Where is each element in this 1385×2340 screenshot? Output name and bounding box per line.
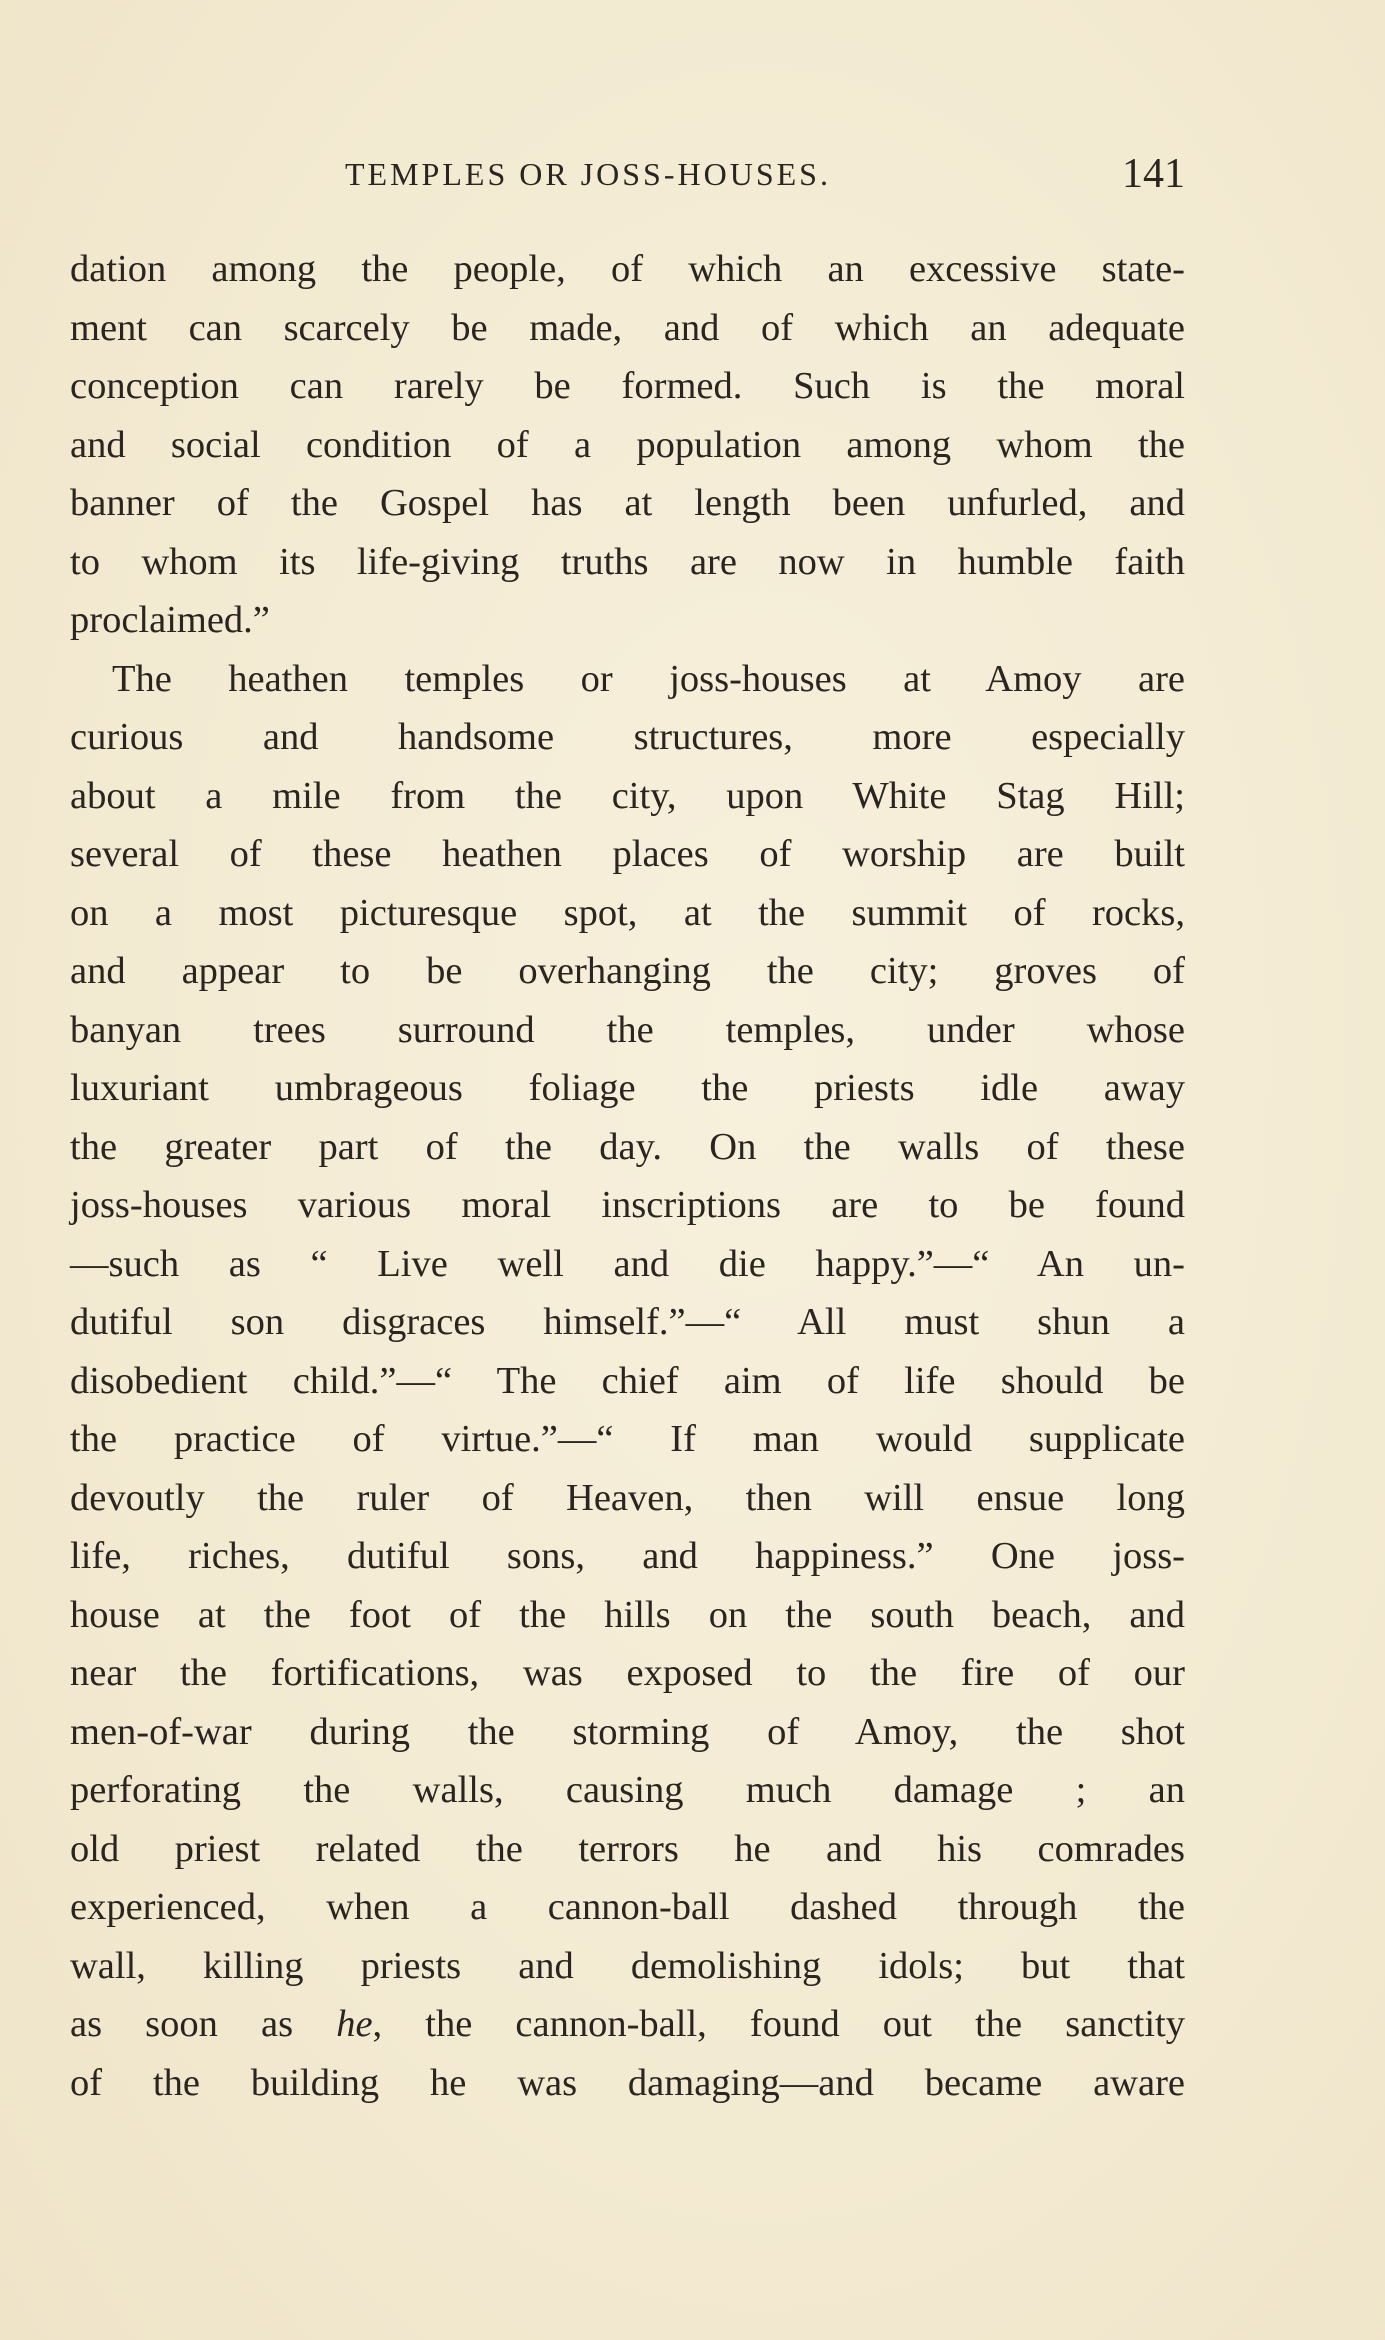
text-line: curious and handsome structures, more especially [70,716,1185,758]
text-line: the greater part of the day. On the walls of these [70,1125,1185,1168]
text-line: men-of-war during the storming of Amoy, the shot [70,1710,1185,1753]
text-line: about a mile from the city, upon White Stag Hill; [70,774,1185,817]
text-segment: as soon as [70,2003,294,2045]
text-line: of the building he was damaging—and became aware [70,2061,1185,2104]
text-line: on a most picturesque spot, at the summit of rocks, [70,891,1185,934]
text-line: old priest related the terrors he and his comrades [70,1827,1185,1870]
paragraph-start-line: The heathen temples or joss-houses at Amoy are [112,657,1185,700]
running-head [70,150,1185,202]
text-line: ment can scarcely be made, and of which an adequate [70,306,1185,349]
text-line-with-italic [70,1995,1185,2054]
text-line: several of these heathen places of worship are built [70,833,1185,875]
italic-word: he [336,2003,373,2045]
text-line: the practice of virtue.”—“ If man would supplicate [70,1418,1185,1460]
page-number: 141 [1122,151,1185,197]
text-line: proclaimed.” [70,599,270,641]
text-line: luxuriant umbrageous foliage the priests idle away [70,1067,1185,1109]
text-segment: , the cannon-ball, found out the sanctity [372,2003,1185,2045]
text-line: and appear to be overhanging the city; groves of [70,950,1185,992]
text-line: banyan trees surround the temples, under whose [70,1008,1185,1051]
text-line: —such as “ Live well and die happy.”—“ An un- [70,1242,1185,1285]
text-line: devoutly the ruler of Heaven, then will ensue long [70,1476,1185,1519]
text-line: to whom its life-giving truths are now in humble faith [70,540,1185,583]
text-line: perforating the walls, causing much damage ; an [70,1769,1185,1811]
text-line: near the fortifications, was exposed to the fire of our [70,1652,1185,1694]
text-line: experienced, when a cannon-ball dashed through the [70,1886,1185,1928]
text-line: banner of the Gospel has at length been unfurled, and [70,482,1185,524]
text-line: wall, killing priests and demolishing idols; but that [70,1944,1185,1987]
text-line: dation among the people, of which an excessive state- [70,248,1185,290]
text-line: disobedient child.”—“ The chief aim of life should be [70,1359,1185,1402]
text-line: dutiful son disgraces himself.”—“ All must shun a [70,1301,1185,1343]
body-text [70,240,1185,2112]
running-title: TEMPLES OR JOSS-HOUSES. [345,156,831,192]
text-line: house at the foot of the hills on the south beach, and [70,1593,1185,1636]
text-line: life, riches, dutiful sons, and happiness.” One joss- [70,1535,1185,1577]
text-line: conception can rarely be formed. Such is the moral [70,365,1185,407]
text-line: joss-houses various moral inscriptions are to be found [70,1184,1185,1226]
text-line: and social condition of a population among whom the [70,423,1185,466]
